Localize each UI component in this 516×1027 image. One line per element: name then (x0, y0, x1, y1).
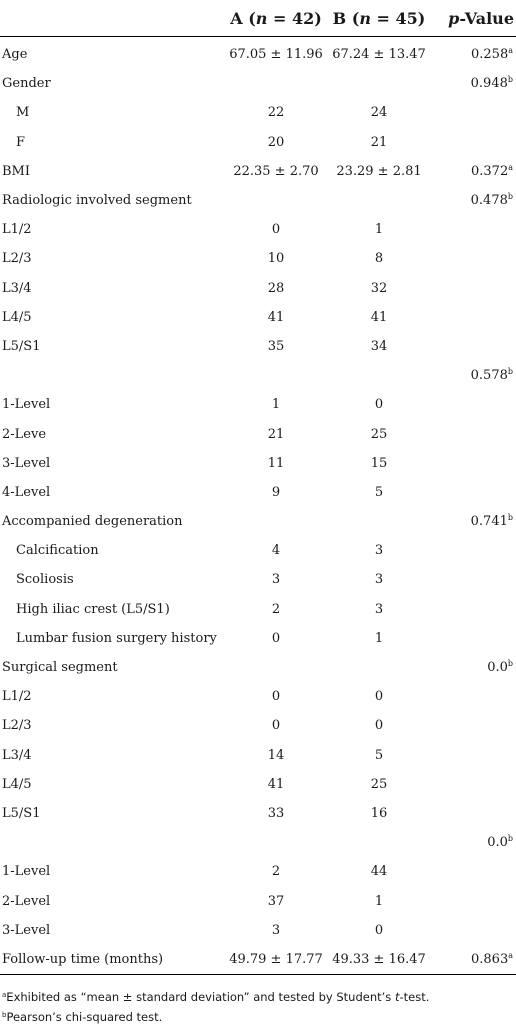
p-value-cell (428, 244, 516, 273)
group-b-value (330, 186, 428, 215)
table-row (0, 274, 516, 303)
group-a-value: 14 (267, 747, 285, 763)
row-label: L5/S1 (2, 805, 41, 821)
group-b-value: 1 (374, 222, 384, 238)
group-a-value: 33 (267, 805, 285, 821)
header-group-b: B (n = 45) (330, 0, 428, 37)
table-row (0, 653, 516, 682)
group-b-value: 0 (374, 718, 384, 734)
group-a-value: 37 (267, 893, 285, 909)
p-value-footnote-mark: a (508, 46, 513, 56)
group-a-value: 11 (267, 455, 285, 471)
table-row (0, 37, 516, 70)
group-a-value: 0 (271, 630, 281, 646)
table-row (0, 770, 516, 799)
row-label: L4/5 (2, 309, 32, 325)
table-row (0, 624, 516, 653)
group-b-value (330, 69, 428, 98)
row-label: L4/5 (2, 776, 32, 792)
group-a-value (222, 186, 330, 215)
group-b-value: 34 (370, 338, 388, 354)
group-a-value: 0 (271, 222, 281, 238)
group-b-value: 0 (374, 397, 384, 413)
row-label: 2-Level (2, 893, 51, 909)
table-body (0, 37, 516, 975)
row-label: 3-Level (2, 455, 51, 471)
group-a-value (222, 507, 330, 536)
p-value-cell (428, 711, 516, 740)
row-label: L5/S1 (2, 338, 41, 354)
group-a-value: 20 (267, 134, 285, 150)
group-a-value: 4 (271, 543, 281, 559)
table-row (0, 390, 516, 419)
group-b-value: 41 (370, 309, 388, 325)
group-b-value (330, 828, 428, 857)
table-row (0, 303, 516, 332)
p-value-cell (428, 653, 516, 682)
row-label: Scoliosis (16, 572, 74, 588)
p-value-cell (428, 419, 516, 448)
group-b-value: 25 (370, 776, 388, 792)
p-value-cell (428, 536, 516, 565)
group-a-value: 41 (267, 776, 285, 792)
table-row (0, 69, 516, 98)
group-b-value: 49.33 ± 16.47 (330, 945, 428, 975)
table-row (0, 682, 516, 711)
row-label: Lumbar fusion surgery history (16, 630, 217, 646)
table-row (0, 711, 516, 740)
table-row (0, 157, 516, 186)
group-b-value: 3 (374, 572, 384, 588)
group-a-value: 28 (267, 280, 285, 296)
group-b-value: 67.24 ± 13.47 (332, 47, 426, 63)
p-value: 0.372 (471, 163, 509, 179)
p-value-footnote-mark: b (507, 367, 513, 377)
header-group-a: A (n = 42) (222, 0, 330, 37)
p-value-cell (428, 478, 516, 507)
group-b-value: 24 (370, 105, 388, 121)
group-a-value: 9 (271, 484, 281, 500)
p-value-cell (428, 69, 516, 98)
row-label: Gender (2, 76, 51, 92)
header-p-value: p-Value (428, 0, 516, 37)
p-value-footnote-mark: a (508, 162, 513, 172)
row-label: Surgical segment (2, 660, 118, 676)
group-b-value: 0 (374, 922, 384, 938)
p-value-cell (428, 449, 516, 478)
p-value-cell (428, 157, 516, 186)
group-a-value (222, 828, 330, 857)
row-label: M (16, 105, 30, 121)
row-label: 1-Level (2, 397, 51, 413)
p-value-cell (428, 682, 516, 711)
table-row (0, 128, 516, 157)
table-row (0, 945, 516, 975)
table-row (0, 595, 516, 624)
p-value-footnote-mark: b (507, 75, 513, 85)
table-row (0, 215, 516, 244)
row-label: Follow-up time (months) (0, 945, 222, 975)
group-b-value (330, 361, 428, 390)
row-label: Age (2, 47, 28, 63)
group-b-value: 15 (370, 455, 388, 471)
group-a-value (222, 653, 330, 682)
row-label: L1/2 (2, 222, 32, 238)
p-value-cell (428, 886, 516, 915)
row-label: BMI (2, 163, 30, 179)
row-label: L3/4 (2, 747, 32, 763)
table-row (0, 741, 516, 770)
table-row (0, 799, 516, 828)
row-label: 2-Leve (2, 426, 47, 442)
p-value-cell (428, 916, 516, 945)
p-value-footnote-mark: b (507, 513, 513, 523)
row-label: 3-Level (2, 922, 51, 938)
row-label: L3/4 (2, 280, 32, 296)
group-b-value: 25 (370, 426, 388, 442)
group-a-value: 22 (267, 105, 285, 121)
table-row (0, 507, 516, 536)
table-row (0, 332, 516, 361)
group-a-value: 3 (271, 572, 281, 588)
p-value-cell (428, 186, 516, 215)
group-a-value: 3 (271, 922, 281, 938)
group-a-value: 21 (267, 426, 285, 442)
footnote-b: $^b$Pearson’s chi-squared test. (2, 1010, 163, 1024)
p-value: 0.948 (470, 76, 508, 92)
p-value-footnote-mark: a (508, 950, 513, 960)
group-a-value: 0 (271, 689, 281, 705)
group-a-value: 41 (267, 309, 285, 325)
group-a-value: 67.05 ± 11.96 (229, 47, 323, 63)
p-value-cell (428, 857, 516, 886)
table-row (0, 478, 516, 507)
group-a-value (222, 69, 330, 98)
group-a-value: 49.79 ± 17.77 (222, 945, 330, 975)
p-value: 0.741 (470, 514, 508, 530)
group-a-value: 22.35 ± 2.70 (233, 163, 319, 179)
table-row (0, 536, 516, 565)
group-b-value: 1 (374, 893, 384, 909)
p-value-cell (428, 565, 516, 594)
row-label: Radiologic involved segment (2, 193, 192, 209)
row-label (0, 361, 222, 390)
group-b-value: 3 (374, 543, 384, 559)
p-value-cell (428, 741, 516, 770)
group-b-value: 32 (370, 280, 388, 296)
p-value-cell (428, 215, 516, 244)
table-row (0, 886, 516, 915)
p-value: 0.578 (470, 368, 508, 384)
row-label: 4-Level (2, 484, 51, 500)
table-row (0, 449, 516, 478)
table-row (0, 419, 516, 448)
p-value-cell (428, 37, 516, 70)
p-value-cell (428, 98, 516, 127)
p-value-footnote-mark: b (507, 192, 513, 202)
p-value-cell (428, 361, 516, 390)
group-b-value: 16 (370, 805, 388, 821)
p-value: 0.0 (487, 660, 508, 676)
table-row (0, 916, 516, 945)
group-b-value: 3 (374, 601, 384, 617)
p-value-cell (428, 595, 516, 624)
group-b-value: 5 (374, 484, 384, 500)
p-value: 0.0 (487, 835, 508, 851)
table-row (0, 186, 516, 215)
row-label (0, 828, 222, 857)
p-value-cell (428, 274, 516, 303)
row-label: L1/2 (2, 689, 32, 705)
group-a-value (222, 361, 330, 390)
p-value-cell (428, 128, 516, 157)
row-label: F (16, 134, 26, 150)
group-b-value: 23.29 ± 2.81 (336, 163, 422, 179)
table-row (0, 98, 516, 127)
group-a-value: 35 (267, 338, 285, 354)
group-b-value: 0 (374, 689, 384, 705)
group-b-value: 21 (370, 134, 388, 150)
row-label: L2/3 (2, 718, 32, 734)
row-label: Calcification (16, 543, 99, 559)
p-value-cell (428, 799, 516, 828)
group-b-value: 8 (374, 251, 384, 267)
p-value: 0.258 (471, 47, 509, 63)
row-label: High iliac crest (L5/S1) (16, 601, 170, 617)
group-a-value: 1 (271, 397, 281, 413)
table-row (0, 565, 516, 594)
group-b-value (330, 653, 428, 682)
footnote-a: $^a$Exhibited as “mean ± standard deviation” and tested by Student’s t-test. (2, 990, 430, 1004)
p-value-cell (428, 624, 516, 653)
table-row (0, 244, 516, 273)
table-row (0, 828, 516, 857)
p-value-cell (428, 828, 516, 857)
group-a-value: 2 (271, 601, 281, 617)
group-b-value: 1 (374, 630, 384, 646)
table-row (0, 361, 516, 390)
group-a-value: 2 (271, 864, 281, 880)
table-header-row (0, 0, 516, 37)
p-value-cell (428, 945, 516, 975)
p-value-cell (428, 507, 516, 536)
group-b-value: 44 (370, 864, 388, 880)
p-value-cell (428, 332, 516, 361)
group-a-value: 10 (267, 251, 285, 267)
p-value: 0.863 (471, 951, 509, 967)
table-row (0, 857, 516, 886)
header-label-cell (0, 0, 222, 37)
row-label: L2/3 (2, 251, 32, 267)
row-label: 1-Level (2, 864, 51, 880)
group-a-value: 0 (271, 718, 281, 734)
group-b-value (330, 507, 428, 536)
p-value-footnote-mark: b (507, 659, 513, 669)
p-value-cell (428, 303, 516, 332)
p-value-cell (428, 770, 516, 799)
row-label: Accompanied degeneration (2, 514, 183, 530)
p-value-footnote-mark: b (507, 834, 513, 844)
p-value: 0.478 (470, 193, 508, 209)
group-b-value: 5 (374, 747, 384, 763)
p-value-cell (428, 390, 516, 419)
